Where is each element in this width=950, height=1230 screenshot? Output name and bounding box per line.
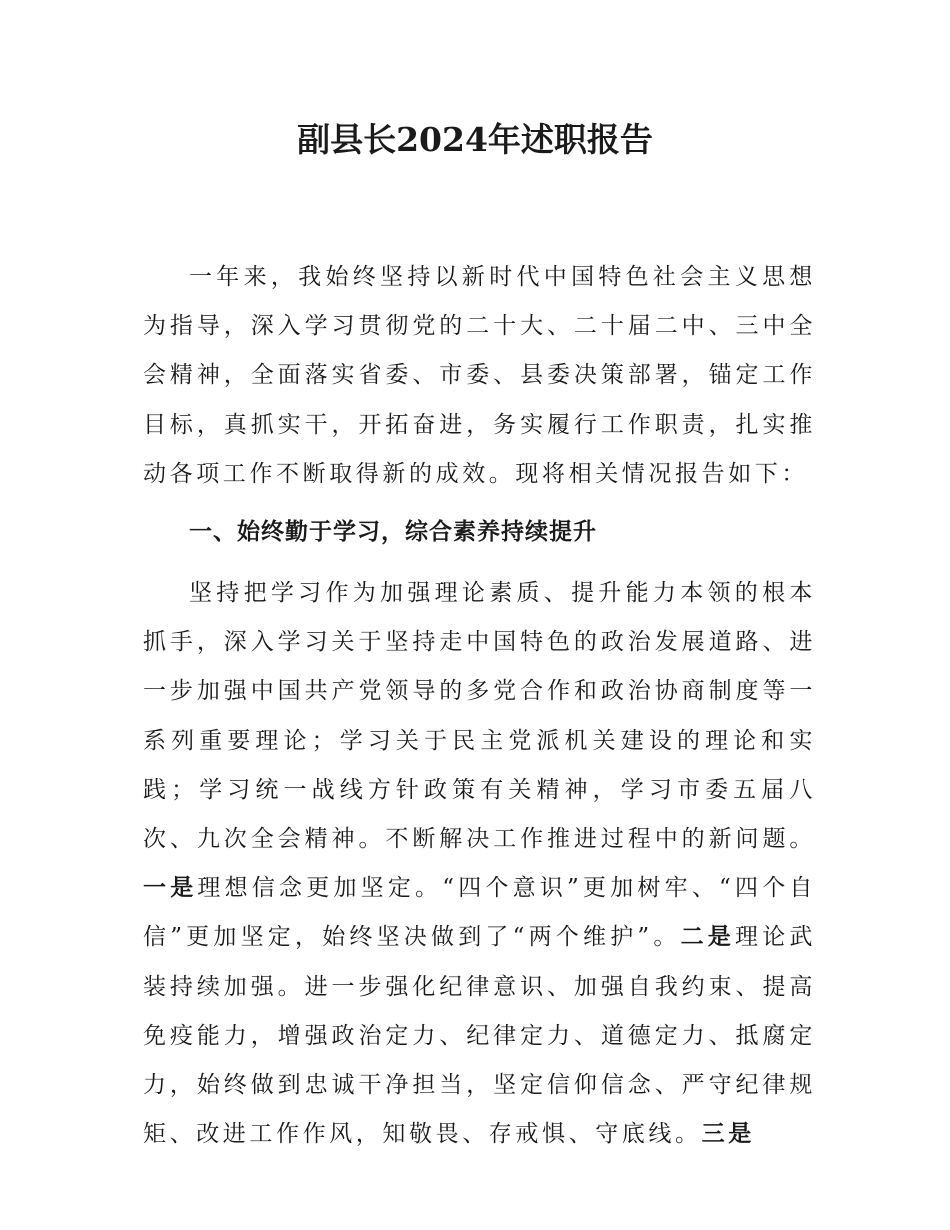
- point1-text: 理想信念更加坚定。“四个意识”更加树牢、“四个自信”更加坚定，始终坚决做到了“两个维护”。: [143, 875, 816, 951]
- section-heading-1: 一、始终勤于学习，综合素养持续提升: [189, 519, 597, 546]
- intro-paragraph: 一年来，我始终坚持以新时代中国特色社会主义思想为指导，深入学习贯彻党的二十大、二十届二中、三中全会精神，全面落实省委、市委、县委决策部署，锚定工作目标，真抓实干，开拓奋进，务实履行工作职责，扎实推动各项工作不断取得新的成效。现将相关情况报告如下：: [143, 264, 816, 487]
- point2-text: 理论武装持续加强。进一步强化纪律意识、加强自我约束、提高免疫能力，增强政治定力、纪律定力、道德定力、抵腐定力，始终做到忠诚干净担当，坚定信仰信念、严守纪律规矩、改进工作作风，知敬畏、存戒惧、守底线。: [143, 924, 817, 1148]
- section1-paragraph: [143, 569, 816, 1159]
- document-title: 副县长2024年述职报告: [297, 120, 653, 159]
- point1-label: 一是: [143, 875, 198, 902]
- document-body: [143, 253, 816, 1159]
- point2-label: 二是: [680, 924, 735, 951]
- point3-label: 三是: [701, 1121, 755, 1148]
- section1-lead: 坚持把学习作为加强理论素质、提升能力本领的根本抓手，深入学习关于坚持走中国特色的政治发展道路、进一步加强中国共产党领导的多党合作和政治协商制度等一系列重要理论；学习关于民主党派机关建设的理论和实践；学习统一战线方针政策有关精神，学习市委五届八次、九次全会精神。不断解决工作推进过程中的新问题。: [143, 580, 816, 853]
